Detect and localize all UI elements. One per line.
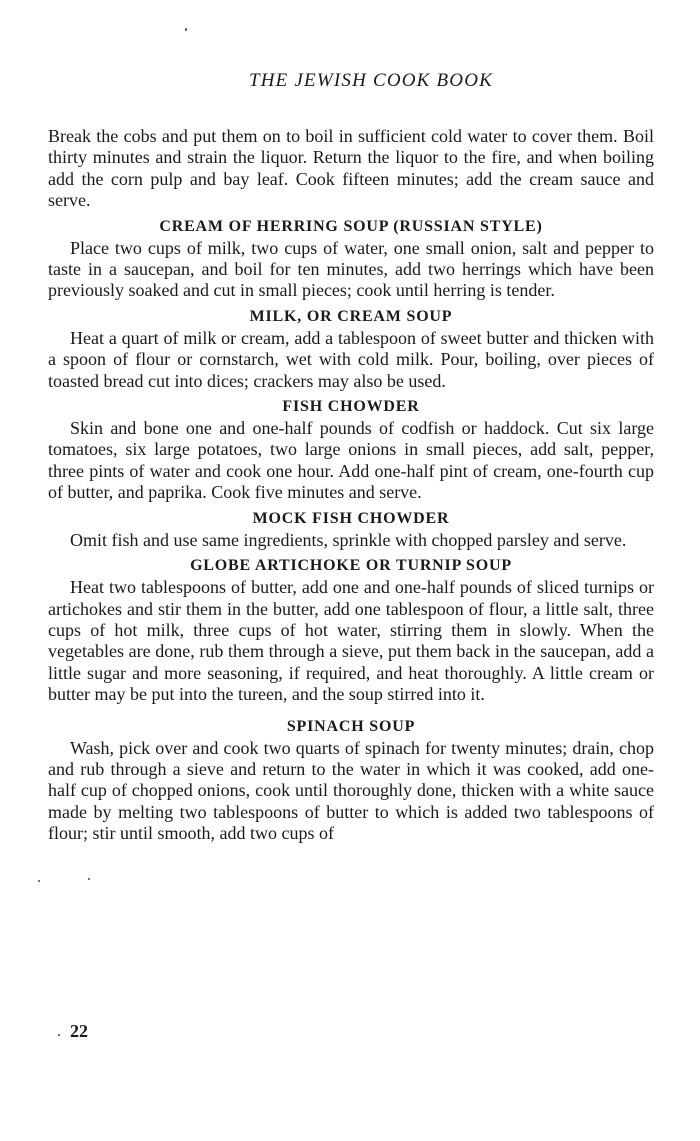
print-speck	[58, 1034, 60, 1036]
book-page	[48, 70, 654, 845]
recipe-title-spinach-soup: SPINACH SOUP	[286, 717, 416, 735]
recipe-text-fish-chowder: Skin and bone one and one-half pounds of codfish or haddock. Cut six large tomatoes, six large potatoes, two large onions in small pieces, add salt, pepper, three pints of water and cook one hour. Add one-half pint of cream, one-fourth cup of butter, and paprika. Cook five minutes and serve.	[48, 418, 654, 503]
running-head: THE JEWISH COOK BOOK	[248, 70, 494, 91]
recipe-text-spinach-soup: Wash, pick over and cook two quarts of spinach for twenty minutes; drain, chop and rub through a sieve and return to the water in which it was cooked, add one-half cup of chopped onions, cook until thoroughly done, thicken with a white sauce made by melting two tablespoons of butter to which is added two tablespoons of flour; stir until smooth, add two cups of	[48, 737, 654, 844]
recipe-text-cream-of-herring-soup: Place two cups of milk, two cups of water, one small onion, salt and pepper to taste in a saucepan, and boil for ten minutes, add two herrings which have been previously soaked and cut in small pieces; cook until herring is tender.	[48, 237, 654, 301]
recipe-title-fish-chowder: FISH CHOWDER	[282, 398, 420, 416]
recipe-text-mock-fish-chowder: Omit fish and use same ingredients, sprinkle with chopped parsley and serve.	[70, 529, 627, 550]
print-speck	[88, 878, 90, 880]
recipe-title-mock-fish-chowder: MOCK FISH CHOWDER	[252, 509, 450, 527]
recipe-title-milk-or-cream-soup: MILK, OR CREAM SOUP	[249, 307, 453, 325]
print-speck	[38, 880, 40, 882]
page-number: 22	[70, 1021, 88, 1041]
print-speck	[185, 28, 187, 31]
recipe-text-milk-or-cream-soup: Heat a quart of milk or cream, add a tablespoon of sweet butter and thicken with a spoon of flour or cornstarch, wet with cold milk. Pour, boiling, over pieces of toasted bread cut into dices; crackers may also be used.	[48, 327, 654, 391]
recipe-title-cream-of-herring-soup: CREAM OF HERRING SOUP (RUSSIAN STYLE)	[159, 217, 543, 235]
recipe-title-globe-artichoke-or-turnip-soup: GLOBE ARTICHOKE OR TURNIP SOUP	[190, 557, 512, 575]
recipe-text-globe-artichoke-or-turnip-soup: Heat two tablespoons of butter, add one and one-half pounds of sliced turnips or artichokes and stir them in the butter, add one tablespoon of flour, a little salt, three cups of hot milk, three cups of hot water, stirring them in slowly. When the vegetables are done, rub them through a sieve, put them back in the saucepan, add a little sugar and more seasoning, if required, and heat thoroughly. A little cream or butter may be put into the tureen, and the soup stirred into it.	[48, 577, 654, 705]
intro-paragraph: Break the cobs and put them on to boil in sufficient cold water to cover them. Boil thirty minutes and strain the liquor. Return the liquor to the fire, and when boiling add the corn pulp and bay leaf. Cook fifteen minutes; add the cream sauce and serve.	[48, 126, 654, 211]
